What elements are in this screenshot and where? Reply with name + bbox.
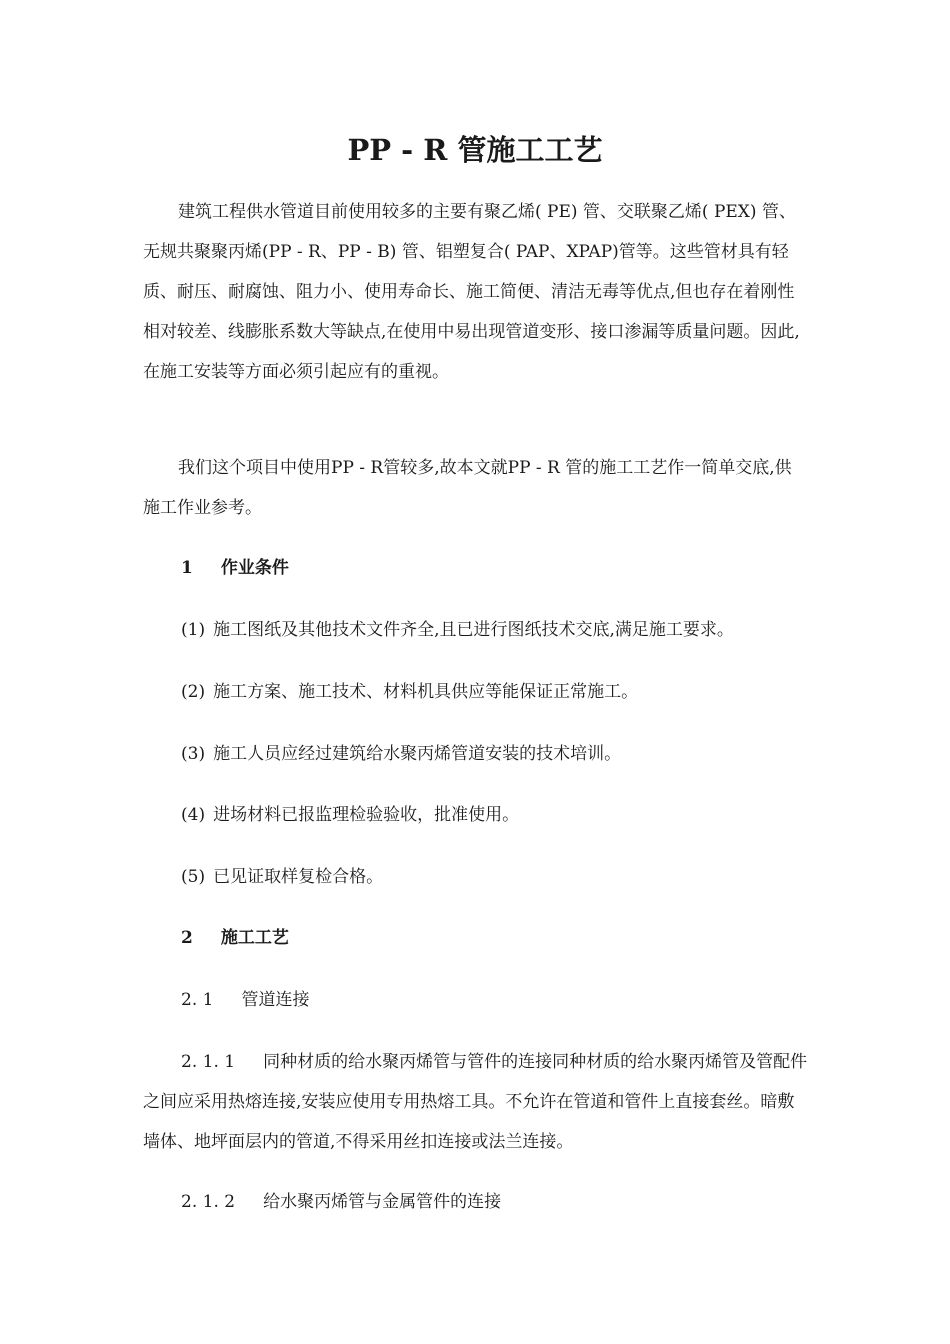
subsection-2-1-heading <box>181 980 309 1020</box>
section-2-title: 施工工艺 <box>220 928 289 948</box>
list-item-text: 施工人员应经过建筑给水聚丙烯管道安装的技术培训。 <box>213 744 622 764</box>
list-item-label: (2) <box>181 682 206 702</box>
subsection-2-1-2-number: 2. 1. 2 <box>181 1192 236 1212</box>
section-2-heading <box>181 918 289 958</box>
list-item <box>181 734 621 774</box>
list-item-label: (4) <box>181 805 206 825</box>
intro-paragraph-2: 我们这个项目中使用PP - R管较多,故本文就PP - R 管的施工工艺作一简单交底,供施工作业参考。 <box>143 458 792 518</box>
list-item <box>181 795 519 835</box>
list-item-text: 施工图纸及其他技术文件齐全,且已进行图纸技术交底,满足施工要求。 <box>213 620 734 640</box>
subsection-2-1-title: 管道连接 <box>241 990 310 1010</box>
list-item <box>181 857 383 897</box>
list-item-text: 进场材料已报监理检验验收，批准使用。 <box>213 805 520 825</box>
list-item <box>181 672 638 712</box>
list-item-text: 已见证取样复检合格。 <box>213 867 384 887</box>
subsection-2-1-2-heading <box>181 1182 501 1222</box>
list-item-text: 施工方案、施工技术、材料机具供应等能保证正常施工。 <box>213 682 639 702</box>
list-item-label: (3) <box>181 744 206 764</box>
intro-paragraph-1: 建筑工程供水管道目前使用较多的主要有聚乙烯( PE) 管、交联聚乙烯( PEX) 管、无规共聚聚丙烯(PP - R、PP - B) 管、铝塑复合( PAP、XPAP)管等。这些管材具有轻质、耐压、耐腐蚀、阻力小、使用寿命长、施工简便、清洁无毒等优点,但也存在着刚性相对较差、线膨胀系数大等缺点,在使用中易出现管道变形、接口渗漏等质量问题。因此,在施工安装等方面必须引起应有的重视。 <box>143 202 800 382</box>
document-title: PP - R 管施工工艺 <box>347 133 603 167</box>
subsection-2-1-1-paragraph <box>143 1042 808 1162</box>
section-2-number: 2 <box>181 928 193 948</box>
section-1-number: 1 <box>181 558 193 578</box>
subsection-2-1-1-text: 同种材质的给水聚丙烯管与管件的连接同种材质的给水聚丙烯管及管配件之间应采用热熔连接,安装应使用专用热熔工具。不允许在管道和管件上直接套丝。暗敷墙体、地坪面层内的管道,不得采用丝扣连接或法兰连接。 <box>143 1052 808 1152</box>
list-item-label: (1) <box>181 620 206 640</box>
list-item-label: (5) <box>181 867 206 887</box>
section-1-heading <box>181 548 289 588</box>
subsection-2-1-2-title: 给水聚丙烯管与金属管件的连接 <box>263 1192 502 1212</box>
subsection-2-1-1-number: 2. 1. 1 <box>181 1052 236 1072</box>
list-item <box>181 610 734 650</box>
subsection-2-1-number: 2. 1 <box>181 990 214 1010</box>
section-1-title: 作业条件 <box>220 558 289 578</box>
